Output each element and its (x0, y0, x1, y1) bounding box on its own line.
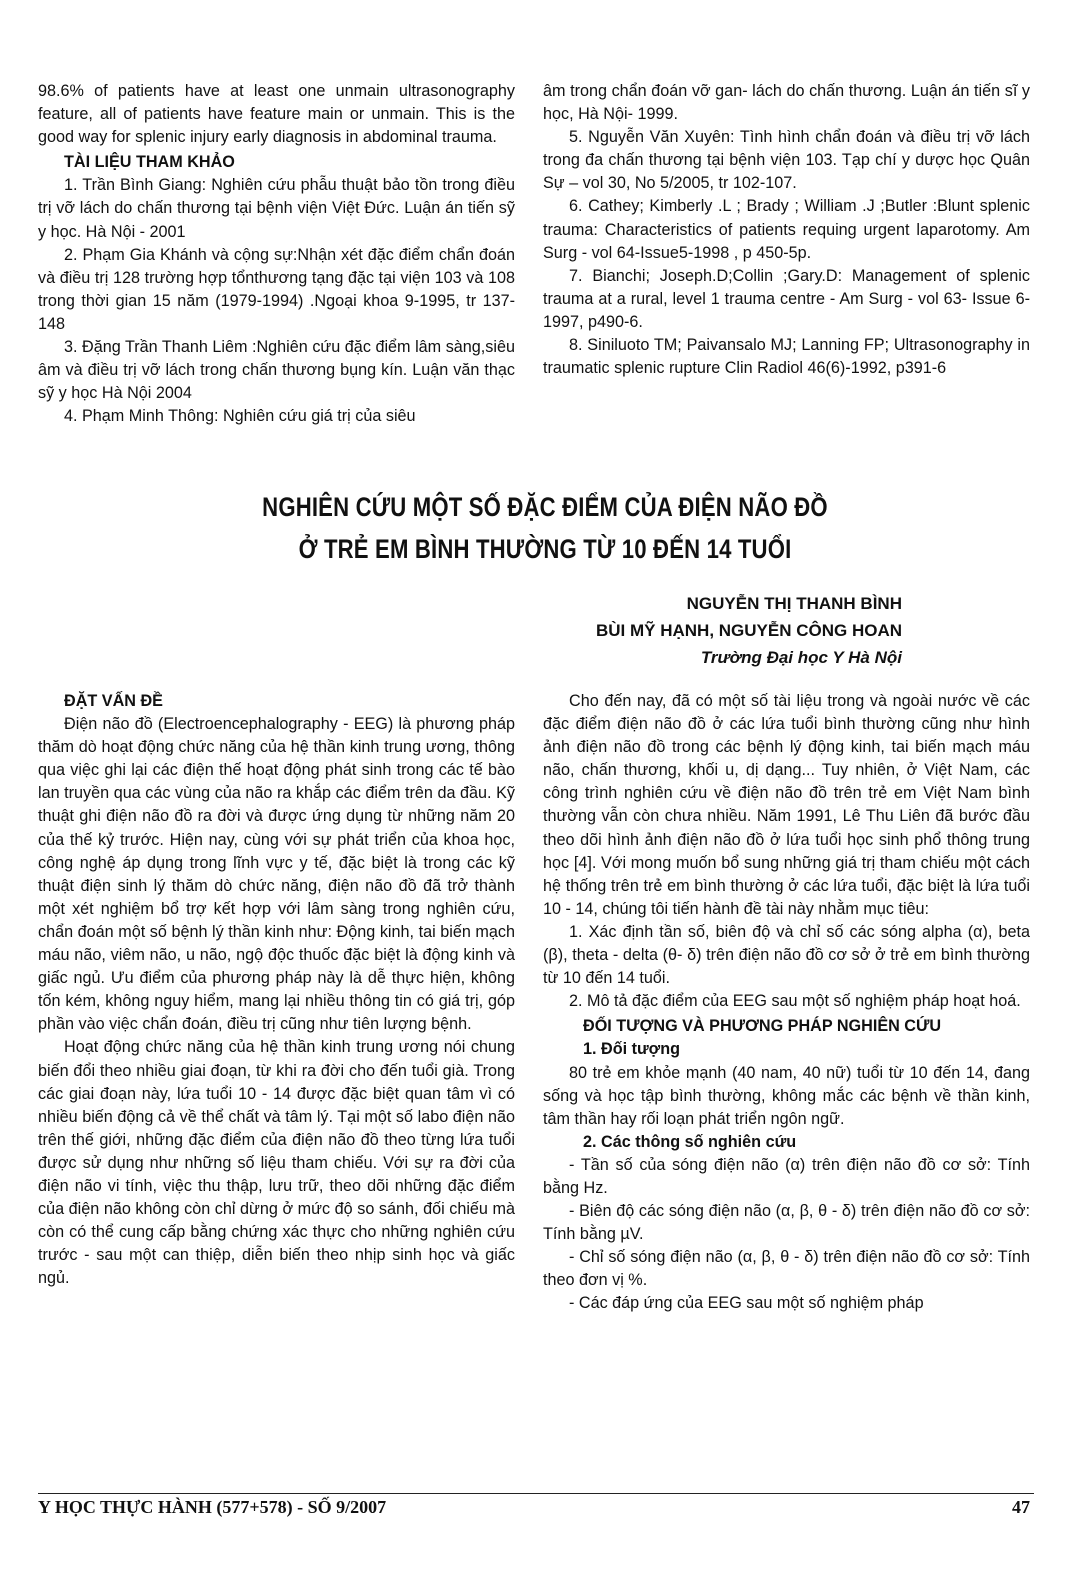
article-title (0, 486, 1090, 570)
intro-paragraph-3: Cho đến nay, đã có một số tài liệu trong và ngoài nước về các đặc điểm điện não đồ ở các lứa tuổi bình thường cũng như hình ảnh điện não đồ trong các bệnh lý động kinh, tai biến mạch máu não, chấn thương, khối u, dị dạng... Tuy nhiên, ở Việt Nam, các công trình nghiên cứu về điện não đồ trên trẻ em Việt Nam bình thường vẫn còn chưa nhiều. Năm 1991, Lê Thu Liên đã bước đầu theo dõi hình ảnh điện não đồ ở lứa tuổi học sinh phổ thông trung học [4]. Với mong muốn bổ sung những giá trị tham chiếu một cách hệ thống trên trẻ em bình thường ở các lứa tuổi, đặc biệt là lứa tuổi 10 - 14, chúng tôi tiến hành đề tài này nhằm mục tiêu: (543, 692, 1030, 918)
parameter-3: - Chỉ số sóng điện não (α, β, θ - δ) trên điện não đồ cơ sở: Tính theo đơn vị %. (543, 1248, 1030, 1290)
body-left-column (38, 690, 515, 1290)
methods-heading: ĐỐI TƯỢNG VÀ PHƯƠNG PHÁP NGHIÊN CỨU (583, 1017, 942, 1036)
reference-item-3: 3. Đặng Trần Thanh Liêm :Nghiên cứu đặc điểm lâm sàng,siêu âm và điều trị vỡ lách trong chấn thương bụng kín. Luận văn thạc sỹ y học Hà Nội 2004 (38, 338, 515, 403)
objective-2: 2. Mô tả đặc điểm của EEG sau một số nghiệm pháp hoạt hoá. (569, 992, 1021, 1011)
article-title-line-1: NGHIÊN CỨU MỘT SỐ ĐẶC ĐIỂM CỦA ĐIỆN NÃO ĐỒ (262, 492, 828, 522)
page-number: 47 (1012, 1497, 1030, 1517)
abstract-tail: 98.6% of patients have at least one unmain ultrasonography feature, all of patients have feature main or unmain. This is the good way for splenic injury early diagnosis in abdominal trauma. (38, 82, 515, 147)
references-heading: TÀI LIỆU THAM KHẢO (64, 153, 235, 172)
subjects-subheading: 1. Đối tượng (583, 1040, 680, 1059)
author-block (596, 590, 902, 671)
objective-1: 1. Xác định tần số, biên độ và chỉ số các sóng alpha (α), beta (β), theta - delta (θ- δ) trên điện não đồ cơ sở ở trẻ em bình thường từ 10 đến 14 tuổi. (543, 922, 1030, 988)
intro-heading: ĐẶT VẤN ĐỀ (64, 692, 163, 710)
reference-item-7: 7. Bianchi; Joseph.D;Collin ;Gary.D: Management of splenic trauma at a rural, level 1 trauma centre - Am Surg - vol 63- Issue 6-1997, p490-6. (543, 266, 1030, 331)
parameter-1: - Tần số của sóng điện não (α) trên điện não đồ cơ sở: Tính bằng Hz. (543, 1155, 1030, 1197)
subjects-paragraph: 80 trẻ em khỏe mạnh (40 nam, 40 nữ) tuổi từ 10 đến 14, đang sống và học tập bình thường, không mắc các bệnh về thần kinh, tâm thần hay rối loạn phát triển ngôn ngữ. (543, 1063, 1030, 1128)
parameter-2: - Biên độ các sóng điện não (α, β, θ - δ) trên điện não đồ cơ sở: Tính bằng µV. (543, 1202, 1030, 1244)
article-title-line-2: Ở TRẺ EM BÌNH THƯỜNG TỪ 10 ĐẾN 14 TUỔI (298, 534, 792, 564)
reference-item-5: 5. Nguyễn Văn Xuyên: Tình hình chẩn đoán và điều trị vỡ lách trong đa chấn thương tại bệnh viện 103. Tạp chí y dược học Quân Sự – vol 30, No 5/2005, tr 102-107. (543, 128, 1030, 193)
intro-paragraph-1: Điện não đồ (Electroencephalography - EEG) là phương pháp thăm dò hoạt động chức năng của hệ thần kinh trung ương, thông qua việc ghi lại các điện thế hoạt động phát sinh trong các tế bào lan truyền qua các vùng của não ra khắp các điểm trên da đầu. Kỹ thuật ghi điện não đồ ra đời và được ứng dụng từ những năm 20 của thế kỷ trước. Hiện nay, cùng với sự phát triển của khoa học, công nghệ áp dụng trong lĩnh vực y tế, đặc biệt là trong các kỹ thuật điện sinh lý thăm dò chức năng, điện não đồ đã trở thành một xét nghiệm bổ trợ kết hợp với lâm sàng trong nghiên cứu, chẩn đoán một số bệnh lý thần kinh như: Động kinh, tai biến mạch máu não, viêm não, u não, ngộ độc thuốc đặc biệt là động kinh và giấc ngủ. Ưu điểm của phương pháp này là dễ thực hiện, không tốn kém, không nguy hiểm, mang lại nhiều thông tin có giá trị, góp phần vào việc chẩn đoán, điều trị cũng như tiên lượng bệnh. (38, 715, 515, 1034)
author-line-1: NGUYỄN THỊ THANH BÌNH (686, 594, 902, 613)
references-left-column (38, 80, 515, 428)
reference-item-6: 6. Cathey; Kimberly .L ; Brady ; William .J ;Butler :Blunt splenic trauma: Characteristics of patients requing urgent laparotomy. Am Surg - vol 64-Issue5-1998 , p 450-5p. (543, 197, 1030, 262)
parameter-4: - Các đáp ứng của EEG sau một số nghiệm pháp (569, 1294, 924, 1313)
reference-item-4-continued: âm trong chẩn đoán vỡ gan- lách do chấn thương. Luận án tiến sĩ y học, Hà Nội- 1999. (543, 82, 1030, 124)
reference-item-4-start: 4. Phạm Minh Thông: Nghiên cứu giá trị của siêu (64, 407, 416, 426)
author-line-2: BÙI MỸ HẠNH, NGUYỄN CÔNG HOAN (595, 621, 902, 640)
parameters-subheading: 2. Các thông số nghiên cứu (583, 1132, 797, 1151)
reference-item-2: 2. Phạm Gia Khánh và cộng sự:Nhận xét đặc điểm chẩn đoán và điều trị 128 trường hợp tổnthương tạng đặc tại viện 103 và 108 trong thời gian 15 năm (1979-1994) .Ngoại khoa 9-1995, tr 137-148 (38, 245, 515, 333)
references-right-column (543, 80, 1030, 380)
reference-item-8: 8. Siniluoto TM; Paivansalo MJ; Lanning FP; Ultrasonography in traumatic splenic rupture Clin Radiol 46(6)-1992, p391-6 (543, 336, 1030, 378)
footer-divider (38, 1493, 1034, 1494)
reference-item-1: 1. Trần Bình Giang: Nghiên cứu phẫu thuật bảo tồn trong điều trị vỡ lách do chấn thương tại bệnh viện Việt Đức. Luận án tiến sỹ y học. Hà Nội - 2001 (38, 176, 515, 241)
affiliation: Trường Đại học Y Hà Nội (700, 648, 902, 667)
intro-paragraph-2: Hoạt động chức năng của hệ thần kinh trung ương nói chung biến đổi theo nhiều giai đoạn, từ khi ra đời cho đến tuổi già. Trong các giai đoạn này, lứa tuổi 10 - 14 được đặc biệt quan tâm vì có nhiều biến động cả về thể chất và tâm lý. Tại một số labo điện não trên thế giới, những đặc điểm của điện não đồ theo từng lứa tuổi được sử dụng như những số liệu tham chiếu. Với sự ra đời của điện não vi tính, việc thu thập, lưu trữ, theo dõi những đặc điểm của điện não không còn chỉ dừng ở mức độ so sánh, đối chiếu mà còn có thể cung cấp bằng chứng xác thực cho những nghiên cứu trước - sau một can thiệp, diễn biến theo nhịp sinh học và giấc ngủ. (38, 1038, 515, 1288)
body-right-column (543, 690, 1030, 1316)
journal-footer: Y HỌC THỰC HÀNH (577+578) - SỐ 9/2007 (38, 1497, 387, 1517)
